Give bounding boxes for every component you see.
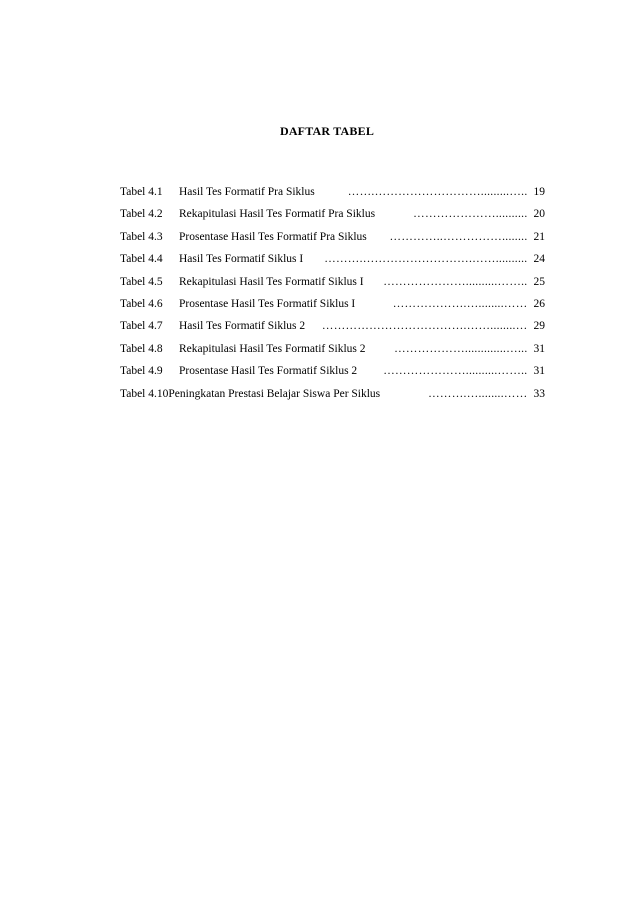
table-number: Tabel 4.5 [120,275,163,288]
list-item [120,208,545,230]
table-caption: Rekapitulasi Hasil Tes Formatif Siklus I [179,275,364,288]
table-number: Tabel 4.8 [120,342,163,355]
table-caption: Prosentase Hasil Tes Formatif Siklus I [179,297,356,310]
table-caption: Hasil Tes Formatif Pra Siklus [179,186,315,198]
dot-leader: ……….…........…… [428,387,528,400]
list-item [120,298,545,320]
dot-leader: …………………..........…….. [383,365,528,378]
table-caption: Rekapitulasi Hasil Tes Formatif Pra Siklus [179,208,376,221]
table-caption: Peningkatan Prestasi Belajar Siswa Per Siklus [168,387,381,400]
list-item [120,253,545,275]
table-number: Tabel 4.9 [120,365,163,378]
list-item [120,365,545,387]
page-number: 26 [533,297,545,310]
list-item [120,231,545,253]
page-number: 25 [533,275,545,288]
table-caption: Prosentase Hasil Tes Formatif Siklus 2 [179,365,358,378]
list-item [120,276,545,298]
table-number: Tabel 4.10 [120,387,169,400]
page-title: DAFTAR TABEL [279,124,375,138]
dot-leader: …….……………………….........….. [347,186,528,198]
table-caption: Hasil Tes Formatif Siklus I [179,253,304,266]
page-number: 19 [533,186,545,198]
table-caption: Prosentase Hasil Tes Formatif Pra Siklus [179,230,367,243]
table-list [120,186,545,410]
table-number: Tabel 4.3 [120,230,163,243]
dot-leader: ……………….…........…… [392,297,528,310]
table-caption: Rekapitulasi Hasil Tes Formatif Siklus 2 [179,342,366,355]
dot-leader: ………………….......... [413,208,528,221]
page-number: 29 [533,320,545,333]
table-caption: Hasil Tes Formatif Siklus 2 [179,320,306,333]
table-number: Tabel 4.4 [120,253,163,266]
table-number: Tabel 4.7 [120,320,163,333]
page-number: 20 [533,208,545,221]
list-item [120,186,545,208]
page-number: 31 [533,365,545,378]
dot-leader: ……………….............…... [394,342,528,355]
dot-leader: …………………..........…….. [383,275,528,288]
page-number: 31 [533,342,545,355]
dot-leader: ……………………………….……........… [321,320,528,333]
table-number: Tabel 4.2 [120,208,163,221]
list-item [120,320,545,342]
list-item [120,343,545,365]
dot-leader: ……….……………………….…….......... [324,253,528,266]
page-number: 21 [533,230,545,243]
table-number: Tabel 4.1 [120,186,163,198]
page-number: 33 [533,387,545,400]
dot-leader: …………..……………........ [389,230,528,243]
list-item [120,388,545,410]
table-number: Tabel 4.6 [120,297,163,310]
page-number: 24 [533,253,545,266]
